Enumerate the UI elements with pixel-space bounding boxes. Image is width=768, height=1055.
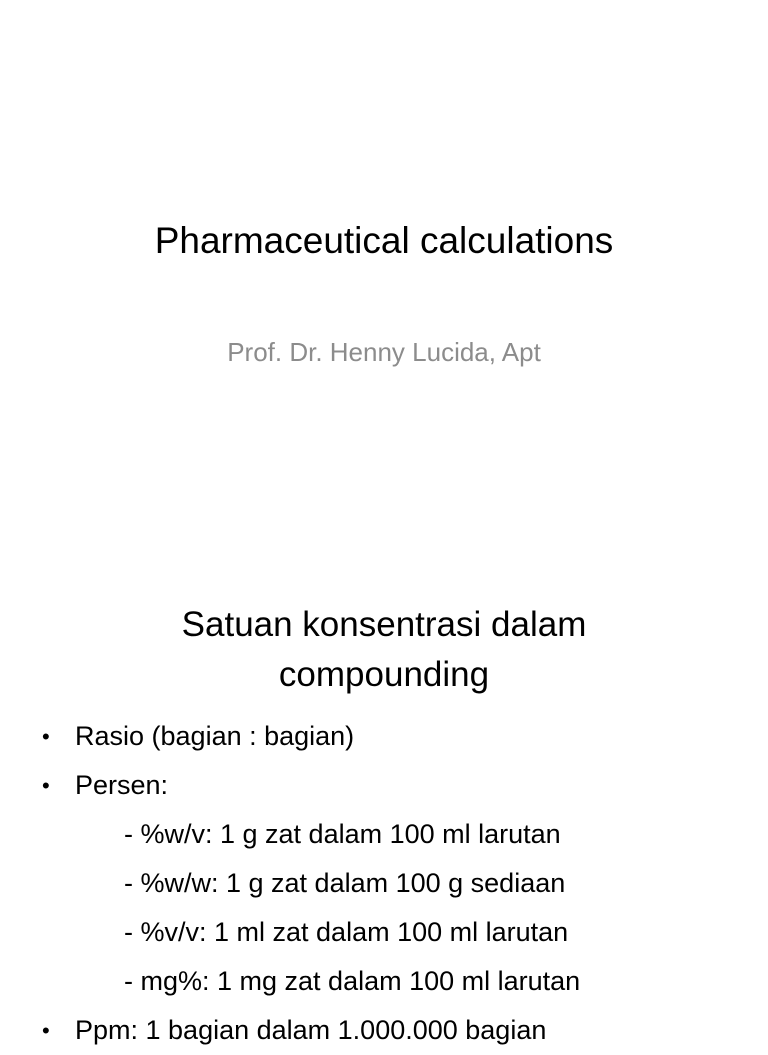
bullet-icon: • [42, 1018, 50, 1043]
bullet-text: Rasio (bagian : bagian) [75, 721, 355, 751]
bullet-text: Persen: [75, 770, 169, 800]
sub-item-v-v: - %v/v: 1 ml zat dalam 100 ml larutan [124, 917, 569, 947]
bullet-list [42, 712, 762, 1055]
bullet-item-percent [42, 761, 762, 810]
bullet-text: Ppm: 1 bagian dalam 1.000.000 bagian [75, 1015, 547, 1045]
slide-heading [0, 600, 768, 700]
sub-item-mg-percent: - mg%: 1 mg zat dalam 100 ml larutan [124, 966, 581, 996]
sub-item-w-v: - %w/v: 1 g zat dalam 100 ml larutan [124, 819, 561, 849]
slide-heading-line-1: Satuan konsentrasi dalam [181, 605, 587, 644]
slide-concentration-units [0, 560, 768, 1045]
sub-item-w-w: - %w/w: 1 g zat dalam 100 g sediaan [124, 868, 566, 898]
bullet-icon: • [42, 724, 50, 749]
bullet-item-ppm [42, 1006, 762, 1055]
presentation-author: Prof. Dr. Henny Lucida, Apt [227, 337, 541, 367]
slide-heading-line-2: compounding [278, 655, 490, 694]
presentation-title: Pharmaceutical calculations [154, 220, 614, 261]
bullet-item-ratio [42, 712, 762, 761]
bullet-icon: • [42, 773, 50, 798]
